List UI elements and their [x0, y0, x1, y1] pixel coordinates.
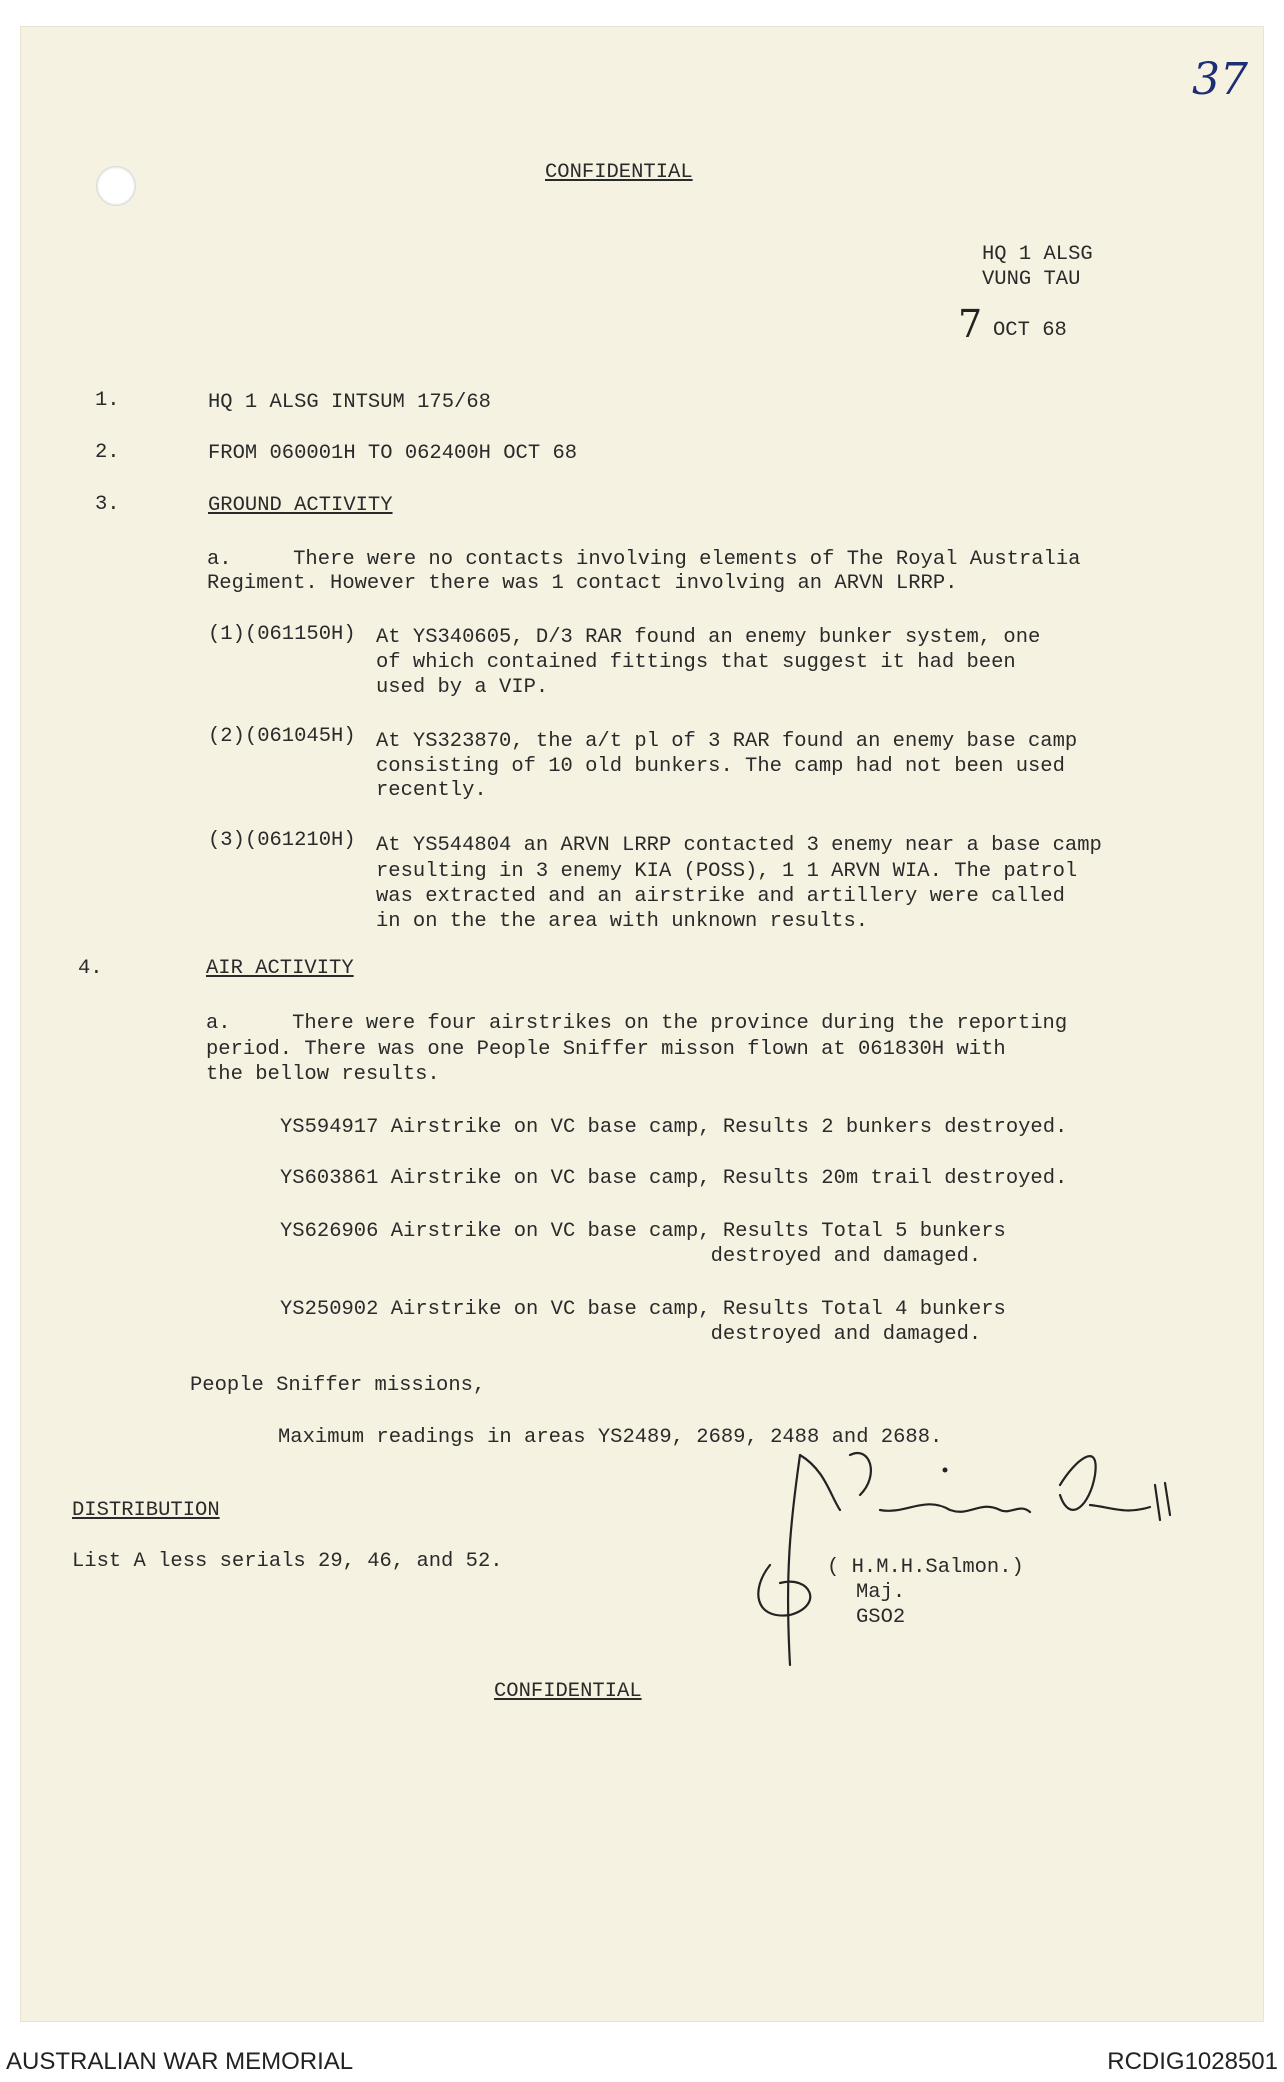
- punch-hole: [96, 166, 136, 206]
- signatory-rank: Maj.: [856, 1581, 906, 1604]
- airstrike-line: destroyed and damaged.: [280, 1245, 982, 1268]
- archive-reference: RCDIG1028501: [1107, 2048, 1278, 2075]
- entry-line: was extracted and an airstrike and artillery were called: [376, 885, 1065, 908]
- entry-line: At YS323870, the a/t pl of 3 RAR found an enemy base camp: [376, 730, 1078, 753]
- item-number: 3.: [95, 493, 120, 516]
- classification-footer: CONFIDENTIAL: [494, 1680, 642, 1703]
- item-number: 1.: [95, 389, 120, 412]
- air-paragraph: period. There was one People Sniffer misson flown at 061830H with: [206, 1038, 1006, 1061]
- classification-header: CONFIDENTIAL: [545, 161, 693, 184]
- entry-line: recently.: [376, 779, 487, 802]
- item-number: 4.: [78, 957, 103, 980]
- intsum-title: HQ 1 ALSG INTSUM 175/68: [208, 391, 491, 414]
- airstrike-line: YS250902 Airstrike on VC base camp, Results Total 4 bunkers: [280, 1298, 1006, 1321]
- airstrike-line: YS603861 Airstrike on VC base camp, Results 20m trail destroyed.: [280, 1167, 1068, 1190]
- entry-line: of which contained fittings that suggest it had been: [376, 651, 1016, 674]
- ground-paragraph: a. There were no contacts involving elements of The Royal Australia: [207, 548, 1081, 571]
- entry-line: At YS544804 an ARVN LRRP contacted 3 enemy near a base camp: [376, 834, 1102, 857]
- reporting-period: FROM 060001H TO 062400H OCT 68: [208, 442, 578, 465]
- entry-reference: (1)(061150H): [208, 623, 356, 646]
- handwritten-signature: [730, 1415, 1180, 1675]
- entry-reference: (2)(061045H): [208, 725, 356, 748]
- airstrike-line: destroyed and damaged.: [280, 1323, 982, 1346]
- signatory-name: ( H.M.H.Salmon.): [827, 1556, 1024, 1579]
- date-day: 7: [958, 302, 983, 346]
- sniffer-readings: Maximum readings in areas YS2489, 2689, 2488 and 2688.: [278, 1426, 943, 1449]
- airstrike-line: YS626906 Airstrike on VC base camp, Results Total 5 bunkers: [280, 1220, 1006, 1243]
- entry-line: consisting of 10 old bunkers. The camp had not been used: [376, 755, 1065, 778]
- date-month-year: OCT 68: [993, 319, 1067, 342]
- distribution-heading: DISTRIBUTION: [72, 1499, 220, 1522]
- entry-line: in on the the area with unknown results.: [376, 910, 869, 933]
- entry-line: used by a VIP.: [376, 676, 549, 699]
- signatory-appointment: GSO2: [856, 1606, 906, 1629]
- handwritten-page-number: 37: [1192, 54, 1248, 105]
- archive-name: AUSTRALIAN WAR MEMORIAL: [6, 2048, 354, 2075]
- entry-line: At YS340605, D/3 RAR found an enemy bunker system, one: [376, 626, 1041, 649]
- ground-activity-heading: GROUND ACTIVITY: [208, 494, 393, 517]
- distribution-list: List A less serials 29, 46, and 52.: [72, 1550, 503, 1573]
- entry-line: resulting in 3 enemy KIA (POSS), 1 1 ARVN WIA. The patrol: [376, 860, 1078, 883]
- air-paragraph: a. There were four airstrikes on the province during the reporting: [206, 1012, 1068, 1035]
- unit-name: HQ 1 ALSG: [982, 243, 1093, 266]
- air-activity-heading: AIR ACTIVITY: [206, 957, 354, 980]
- sniffer-heading: People Sniffer missions,: [190, 1374, 486, 1397]
- air-paragraph: the bellow results.: [206, 1063, 440, 1086]
- unit-location: VUNG TAU: [982, 268, 1081, 291]
- airstrike-line: YS594917 Airstrike on VC base camp, Results 2 bunkers destroyed.: [280, 1116, 1068, 1139]
- entry-reference: (3)(061210H): [208, 829, 356, 852]
- ground-paragraph: Regiment. However there was 1 contact involving an ARVN LRRP.: [207, 572, 958, 595]
- item-number: 2.: [95, 441, 120, 464]
